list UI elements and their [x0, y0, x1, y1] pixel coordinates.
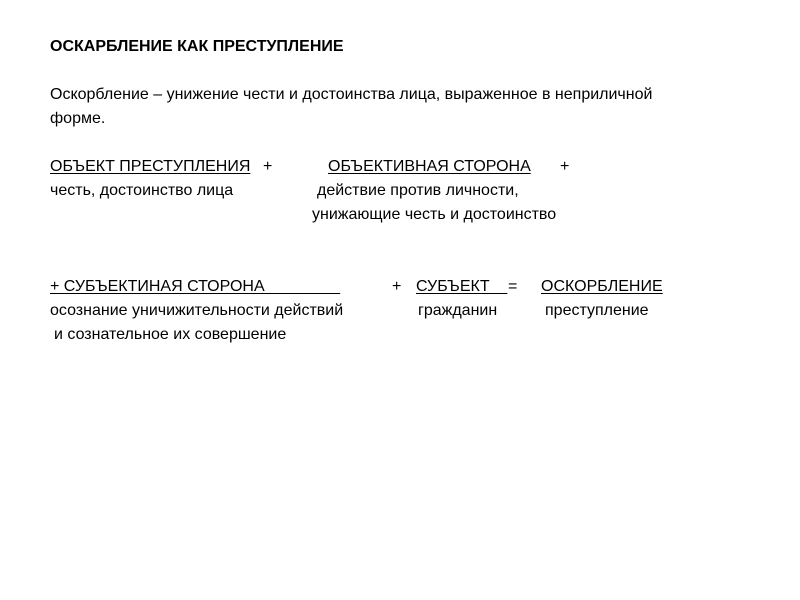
- equals-sign: =: [508, 278, 518, 295]
- subject-heading: СУБЪЕКТ: [416, 278, 508, 295]
- definition-line-1: Оскорбление – унижение чести и достоинства лица, выраженное в неприличной: [50, 86, 653, 103]
- object-heading: ОБЪЕКТ ПРЕСТУПЛЕНИЯ: [50, 158, 251, 175]
- objective-side-description-2: унижающие честь и достоинство: [312, 206, 557, 223]
- subjective-side-description-1: осознание уничижительности действий: [50, 302, 344, 319]
- objective-side-description-1: действие против личности,: [317, 182, 519, 199]
- subjective-side-heading: + СУБЪЕКТИНАЯ СТОРОНА: [50, 278, 341, 295]
- slide-title: ОСКАРБЛЕНИЕ КАК ПРЕСТУПЛЕНИЕ: [50, 38, 344, 55]
- result-heading: ОСКОРБЛЕНИЕ: [541, 278, 663, 295]
- subject-description: гражданин: [418, 302, 498, 319]
- plus-sign-2: +: [560, 158, 570, 175]
- definition-line-2: форме.: [50, 110, 106, 127]
- objective-side-heading: ОБЪЕКТИВНАЯ СТОРОНА: [328, 158, 531, 175]
- plus-sign-3: +: [392, 278, 402, 295]
- result-description: преступление: [545, 302, 649, 319]
- subjective-side-description-2: и сознательное их совершение: [54, 326, 287, 343]
- object-description: честь, достоинство лица: [50, 182, 234, 199]
- plus-sign-1: +: [263, 158, 273, 175]
